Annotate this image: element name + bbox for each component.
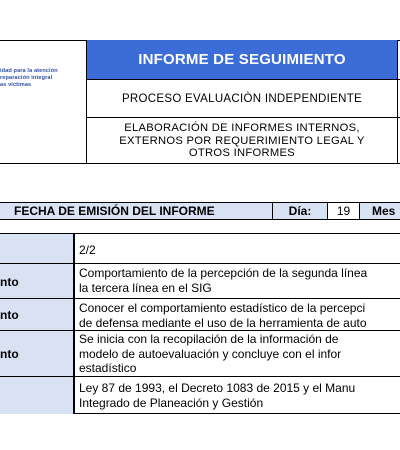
logo-line-3: as víctimas bbox=[0, 82, 32, 88]
row-text-line: Comportamiento de la percepción de la segunda línea bbox=[79, 266, 368, 280]
row-text-line: modelo de autoevaluación y concluye con el infor bbox=[79, 346, 342, 361]
row-text-line: 2/2 bbox=[79, 243, 96, 257]
row-text-line: Se inicia con la recopilación de la información de bbox=[79, 332, 339, 346]
month-label: Mes bbox=[372, 204, 396, 218]
row-text bbox=[79, 332, 400, 376]
logo-line-2: reparación integral bbox=[0, 75, 53, 81]
process-name: PROCESO EVALUACIÒN INDEPENDIENTE bbox=[121, 92, 363, 105]
table-row bbox=[0, 331, 400, 377]
row-text bbox=[79, 381, 400, 410]
row-text-line: Conocer el comportamiento estadístico de la percepci bbox=[79, 301, 366, 315]
row-text-line: de defensa mediante el uso de la herramienta de auto bbox=[79, 315, 367, 330]
row-label: nto bbox=[0, 275, 19, 289]
day-label: Día: bbox=[273, 203, 328, 219]
logo-cell bbox=[0, 40, 87, 164]
process-cell bbox=[87, 80, 398, 118]
row-text-line: la tercera línea en el SIG bbox=[79, 280, 212, 295]
report-title-cell bbox=[87, 40, 398, 80]
row-text-line: Integrado de Planeación y Gestión bbox=[79, 395, 264, 410]
day-value: 19 bbox=[328, 203, 360, 219]
logo-line-1: idad para la atención bbox=[0, 68, 58, 74]
table-row bbox=[0, 377, 400, 414]
table-row bbox=[0, 234, 400, 264]
row-label: nto bbox=[0, 308, 19, 322]
table-row bbox=[0, 264, 400, 299]
row-label: nto bbox=[0, 347, 19, 361]
row-text bbox=[79, 266, 400, 295]
emission-date-label: FECHA DE EMISIÓN DEL INFORME bbox=[0, 203, 273, 219]
row-text-line: estadístico bbox=[79, 361, 137, 375]
row-text-line: Ley 87 de 1993, el Decreto 1083 de 2015 y el Manu bbox=[79, 381, 356, 395]
table-row bbox=[0, 299, 400, 331]
report-title: INFORME DE SEGUIMIENTO bbox=[138, 51, 346, 68]
row-text bbox=[79, 301, 400, 330]
procedure-cell bbox=[87, 118, 398, 164]
entity-logo-text bbox=[0, 68, 58, 89]
row-text bbox=[79, 243, 400, 258]
emission-date-row bbox=[0, 202, 400, 220]
procedure-name: ELABORACIÓN DE INFORMES INTERNOS, EXTERNOS POR REQUERIMIENTO LEGAL Y OTROS INFORMES bbox=[119, 122, 365, 160]
